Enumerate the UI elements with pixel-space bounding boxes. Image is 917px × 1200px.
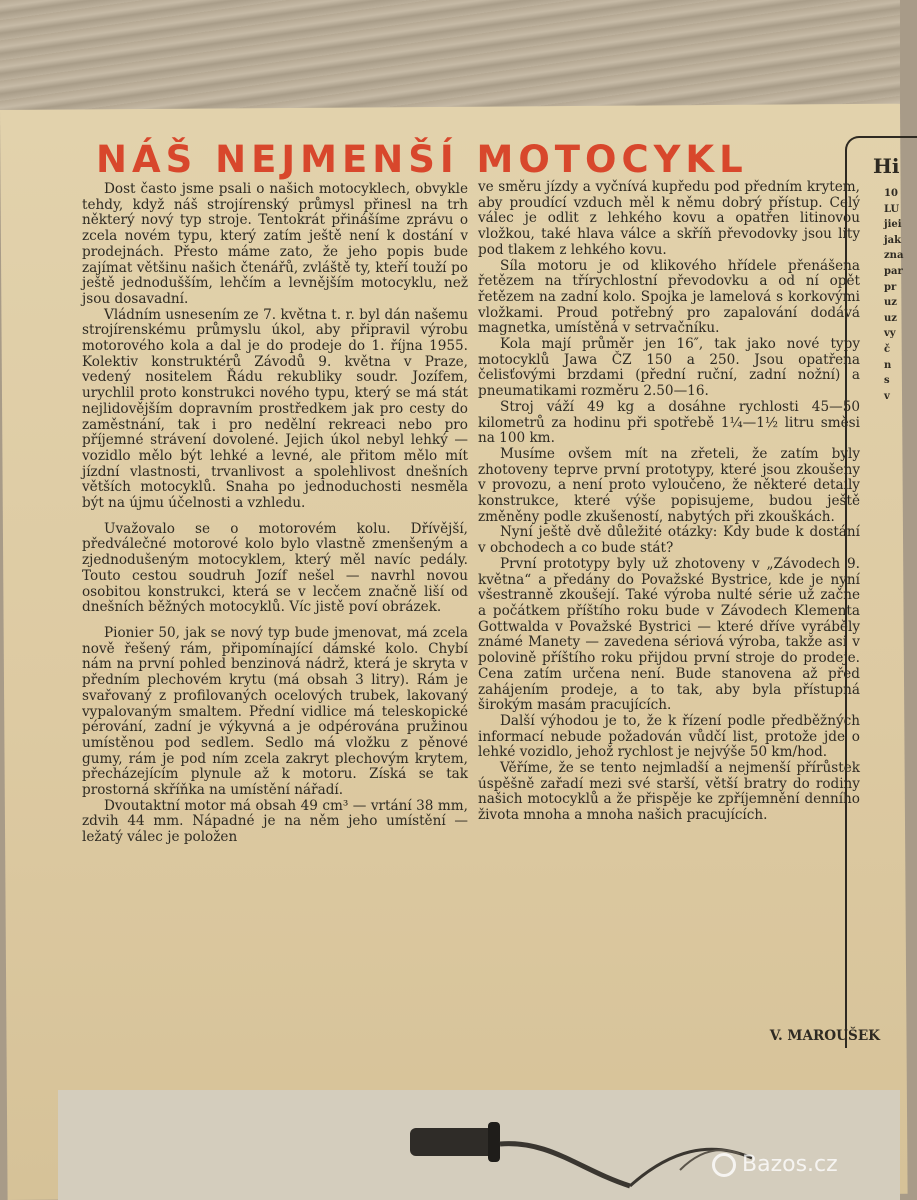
bazos-logo-icon xyxy=(712,1153,736,1177)
article-paragraph: První prototypy byly už zhotoveny v „Závodech 9. května“ a předány do Považské Bystrice, kde je nyní všestranně zkoušejí. Také výroba nulté série už začne a počátkem příštího roku bude v Závodech Klementa Gottwalda v Považské Bystrici — které dříve vyráběly známé Manety — zavedena sériová výroba, takže asi v polovině příštího roku přijdou první stroje do prodeje. Cena zatím určena není. Bude stanovena až před zahájením prodeje, a to tak, aby byla přístupná širokým masám pracujících. xyxy=(478,555,860,714)
watermark-text: Bazos.cz xyxy=(742,1152,838,1177)
sidebar-line: jiei xyxy=(884,219,902,231)
sidebar-line: pr xyxy=(884,281,897,293)
sidebar-line: LU xyxy=(884,203,900,215)
sidebar-line: par xyxy=(884,265,903,277)
article-paragraph: ve směru jízdy a vyčnívá kupředu pod předním krytem, aby proudící vzduch měl k němu dobrý přístup. Celý válec je odlit z lehkého kovu a opatřen litinovou vložkou, také hlava válce a skříň převodovky jsou lity pod tlakem z lehkého kovu. xyxy=(478,179,860,258)
sidebar-line: uz xyxy=(884,312,897,324)
bazos-watermark xyxy=(712,1152,838,1177)
article-paragraph: Nyní ještě dvě důležité otázky: Kdy bude k dostání v obchodech a co bude stát? xyxy=(478,524,860,557)
article-paragraph: Uvažovalo se o motorovém kolu. Dřívější, předválečné motorové kolo bylo vlastně zmenšeným a zjednodušeným motocyklem, který měl navíc pedály. Touto cestou soudruh Jozíf nešel — navrhl novou osobitou konstrukci, která se v lecčem značně liší od dnešních běžných motocyklů. Víc jistě poví obrázek. xyxy=(82,520,468,616)
article-right-column xyxy=(478,180,860,824)
sidebar-line: č xyxy=(884,343,891,355)
article-paragraph: Síla motoru je od klikového hřídele přenášena řetězem na třírychlostní převodovku a od ní opět řetězem na zadní kolo. Spojka je lamelová s korkovými vložkami. Proud potřebný pro zapalování dodává magnetka, umístěná v setrvačníku. xyxy=(478,257,860,337)
sidebar-line: uz xyxy=(884,297,897,309)
article-paragraph: Věříme, že se tento nejmladší a nejmenší přírůstek úspěšně zařadí mezi své starší, větší bratry do rodiny našich motocyklů a že přispěje ke zpříjemnění denního života mnoha a mnoha našich pracujících. xyxy=(478,760,860,824)
sidebar-title: Hi xyxy=(873,154,900,178)
sidebar-line: s xyxy=(884,375,890,387)
article-paragraph: Další výhodou je to, že k řízení podle předběžných informací nebude požadován vůdčí list, protože jde o lehké vozidlo, jehož rychlost je nejvýše 50 km/hod. xyxy=(478,712,860,761)
sidebar-line: vy xyxy=(884,328,896,340)
article-left-column xyxy=(82,182,468,846)
article-paragraph: Dvoutaktní motor má obsah 49 cm³ — vrtání 38 mm, zdvih 44 mm. Nápadné je na něm jeho umístění — ležatý válec je položen xyxy=(82,797,468,846)
article-paragraph: Kola mají průměr jen 16″, tak jako nové typy motocyklů Jawa ČZ 150 a 250. Jsou opatřena čelisťovými brzdami (přední ruční, zadní nožní) a pneumatikami rozměru 2.50—16. xyxy=(478,336,860,400)
article-paragraph: Pionier 50, jak se nový typ bude jmenovat, má zcela nově řešený rám, připomínající dámské kolo. Chybí nám na první pohled benzinová nádrž, která je skryta v předním plechovém krytu (má obsah 3 litry). Rám je svařovaný z profilovaných ocelových trubek, lakovaný vypalovaným smaltem. Přední vidlice má teleskopické pérování, zadní je výkyvná a je odpérována pružinou umístěnou pod sedlem. Sedlo má vložku z pěnové gumy, rám je pod ním zcela zakryt plechovým krytem, přecházejícím plynule až k motoru. Získá se tak prostorná skříňka na umístění nářadí. xyxy=(82,624,468,799)
article-paragraph: Vládním usnesením ze 7. května t. r. byl dán našemu strojírenskému průmyslu úkol, aby připravil výrobu motorového kola a dal je do prodeje do 1. října 1955. Kolektiv konstruktérů Závodů 9. května v Praze, vedený nositelem Řádu rekubliky soudr. Jozífem, urychlil proto konstrukci nového typu, který se má stát nejlidovějším dopravním prostředkem jak pro cesty do zaměstnání, tak i pro nedělní rekreaci nebo pro příjemné strávení dovolené. Jejich úkol nebyl lehký — vozidlo mělo být lehké a levné, ale přitom mělo mít jízdní vlastnosti, trvanlivost a spolehlivost dnešních větších motocyklů. Snaha po jednoduchosti nesměla být na újmu účelnosti a vzhledu. xyxy=(82,306,468,512)
sidebar-line: v xyxy=(884,390,890,402)
sidebar-line: 10 xyxy=(884,188,898,199)
author-signature: V. MAROUŠEK xyxy=(769,1028,880,1044)
article-headline: NÁŠ NEJMENŠÍ MOTOCYKL xyxy=(96,138,748,181)
sidebar-text xyxy=(884,186,903,404)
sidebar-line: zna xyxy=(884,250,904,262)
article-paragraph: Stroj váží 49 kg a dosáhne rychlosti 45—50 kilometrů za hodinu při spotřebě 1¼—1½ litru směsi na 100 km. xyxy=(478,398,860,447)
sidebar-line: n xyxy=(884,359,892,371)
article-paragraph: Dost často jsme psali o našich motocyklech, obvykle tehdy, když náš strojírenský průmysl přinesl na trh některý nový typ stroje. Tentokrát přinášíme zprávu o zcela novém typu, který zatím ještě není k dostání v prodejnách. Přesto máme zato, že jeho popis bude zajímat většinu našich čtenářů, zvláště ty, kteří touží po ještě jednodušším, lehčím a levnějším motocyklu, než jsou dosavadní. xyxy=(82,181,468,307)
sidebar-box xyxy=(845,136,917,1048)
sidebar-line: jak xyxy=(884,234,902,246)
article-paragraph: Musíme ovšem mít na zřeteli, že zatím byly zhotoveny teprve první prototypy, které jsou zkoušeny v provozu, a není proto vyloučeno, že některé detaily konstrukce, které výše popisujeme, budou ještě změněny podle zkušeností, nabytých při zkouškách. xyxy=(478,445,860,525)
